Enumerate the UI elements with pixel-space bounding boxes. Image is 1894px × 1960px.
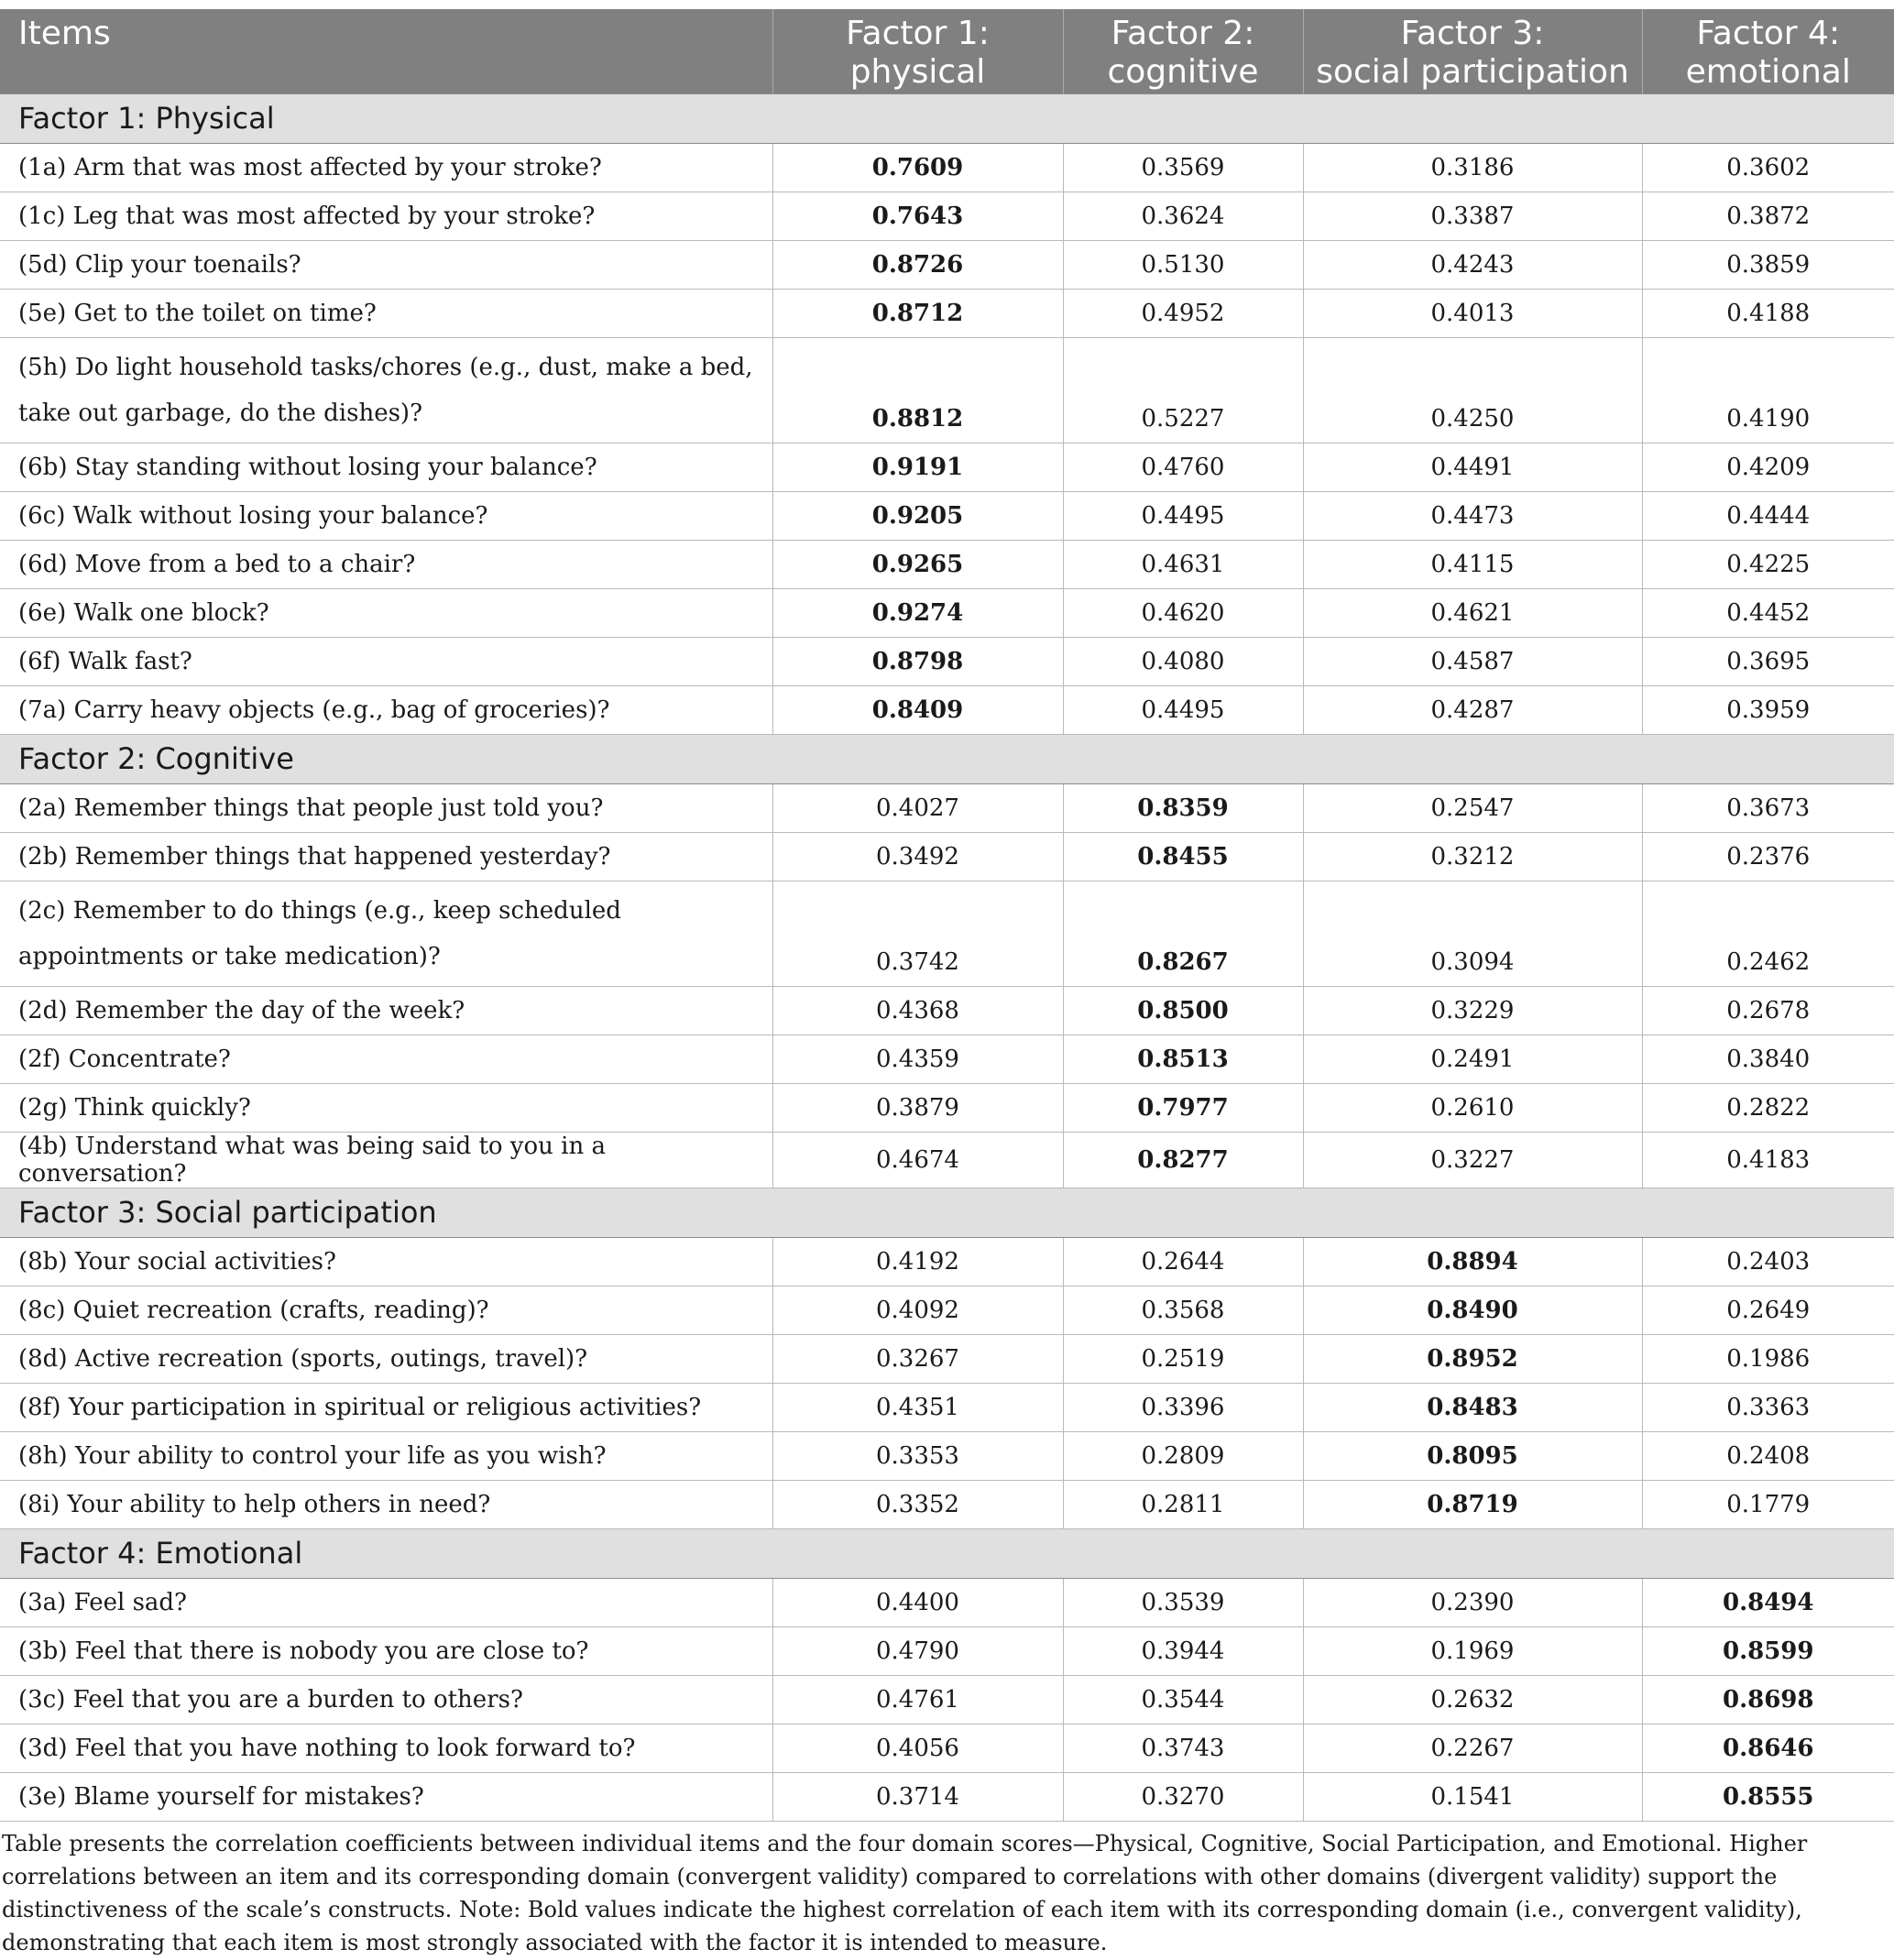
factor-3-value: 0.2547 bbox=[1303, 783, 1642, 832]
factor-1-value: 0.9205 bbox=[772, 491, 1063, 540]
factor-2-value: 0.3944 bbox=[1063, 1626, 1303, 1675]
item-label: (6e) Walk one block? bbox=[0, 588, 772, 637]
factor-1-value: 0.3352 bbox=[772, 1480, 1063, 1528]
factor-2-value: 0.5227 bbox=[1063, 337, 1303, 443]
factor-3-value: 0.2390 bbox=[1303, 1578, 1642, 1626]
factor-1-value: 0.7609 bbox=[772, 143, 1063, 192]
item-label: (3b) Feel that there is nobody you are close to? bbox=[0, 1626, 772, 1675]
table-row bbox=[0, 832, 1894, 881]
table-row bbox=[0, 588, 1894, 637]
factor-1-value: 0.8726 bbox=[772, 240, 1063, 289]
group-title: Factor 2: Cognitive bbox=[0, 734, 1894, 783]
item-label: (6b) Stay standing without losing your balance? bbox=[0, 443, 772, 491]
factor-4-value: 0.2403 bbox=[1642, 1237, 1894, 1286]
factor-1-value: 0.9191 bbox=[772, 443, 1063, 491]
factor-1-value: 0.4359 bbox=[772, 1035, 1063, 1083]
factor-3-value: 0.3212 bbox=[1303, 832, 1642, 881]
factor-2-value: 0.3568 bbox=[1063, 1286, 1303, 1334]
table-row bbox=[0, 1383, 1894, 1431]
table-row bbox=[0, 1724, 1894, 1772]
header-line: social participation bbox=[1316, 53, 1629, 91]
factor-4-value: 0.8599 bbox=[1642, 1626, 1894, 1675]
factor-2-value: 0.4495 bbox=[1063, 491, 1303, 540]
item-label: (8d) Active recreation (sports, outings, travel)? bbox=[0, 1334, 772, 1383]
table-row bbox=[0, 783, 1894, 832]
factor-4-value: 0.8555 bbox=[1642, 1772, 1894, 1821]
group-title: Factor 4: Emotional bbox=[0, 1528, 1894, 1578]
factor-3-value: 0.2491 bbox=[1303, 1035, 1642, 1083]
factor-2-value: 0.3569 bbox=[1063, 143, 1303, 192]
factor-4-value: 0.1986 bbox=[1642, 1334, 1894, 1383]
factor-4-value: 0.3840 bbox=[1642, 1035, 1894, 1083]
factor-3-value: 0.2632 bbox=[1303, 1675, 1642, 1724]
item-label: (2d) Remember the day of the week? bbox=[0, 986, 772, 1035]
factor-2-value: 0.2644 bbox=[1063, 1237, 1303, 1286]
factor-2-value: 0.8277 bbox=[1063, 1132, 1303, 1188]
item-label: (8b) Your social activities? bbox=[0, 1237, 772, 1286]
factor-4-value: 0.3673 bbox=[1642, 783, 1894, 832]
table-row bbox=[0, 1772, 1894, 1821]
table-row bbox=[0, 881, 1894, 986]
table-row bbox=[0, 143, 1894, 192]
factor-2-value: 0.3539 bbox=[1063, 1578, 1303, 1626]
factor-1-value: 0.7643 bbox=[772, 192, 1063, 240]
factor-4-value: 0.4452 bbox=[1642, 588, 1894, 637]
factor-2-value: 0.3624 bbox=[1063, 192, 1303, 240]
table-row bbox=[0, 685, 1894, 734]
factor-2-value: 0.2809 bbox=[1063, 1431, 1303, 1480]
factor-3-value: 0.4243 bbox=[1303, 240, 1642, 289]
table-row bbox=[0, 337, 1894, 443]
item-label: (2g) Think quickly? bbox=[0, 1083, 772, 1132]
factor-4-value: 0.2649 bbox=[1642, 1286, 1894, 1334]
factor-4-value: 0.2408 bbox=[1642, 1431, 1894, 1480]
table-row bbox=[0, 986, 1894, 1035]
factor-2-value: 0.8500 bbox=[1063, 986, 1303, 1035]
header-line: Factor 1: bbox=[846, 15, 990, 52]
factor-4-value: 0.3602 bbox=[1642, 143, 1894, 192]
table-row bbox=[0, 1286, 1894, 1334]
factor-3-value: 0.4250 bbox=[1303, 337, 1642, 443]
group-header-row bbox=[0, 734, 1894, 783]
factor-1-value: 0.8812 bbox=[772, 337, 1063, 443]
factor-3-value: 0.4115 bbox=[1303, 540, 1642, 588]
table-row bbox=[0, 540, 1894, 588]
factor-1-value: 0.9274 bbox=[772, 588, 1063, 637]
factor-2-value: 0.4760 bbox=[1063, 443, 1303, 491]
table-row bbox=[0, 1480, 1894, 1528]
table-row bbox=[0, 1237, 1894, 1286]
factor-3-value: 0.8095 bbox=[1303, 1431, 1642, 1480]
factor-3-value: 0.8894 bbox=[1303, 1237, 1642, 1286]
factor-3-value: 0.8719 bbox=[1303, 1480, 1642, 1528]
factor-3-value: 0.4013 bbox=[1303, 289, 1642, 337]
item-label: (2a) Remember things that people just told you? bbox=[0, 783, 772, 832]
group-title: Factor 3: Social participation bbox=[0, 1188, 1894, 1237]
factor-4-value: 0.2462 bbox=[1642, 881, 1894, 986]
table-body bbox=[0, 93, 1894, 1821]
item-label: (2b) Remember things that happened yesterday? bbox=[0, 832, 772, 881]
factor-3-value: 0.1541 bbox=[1303, 1772, 1642, 1821]
table-header bbox=[0, 9, 1894, 93]
table-footnote: Table presents the correlation coefficients between individual items and the four domain scores—Physical, Cognitive, Social Participation, and Emotional. Higher correlations between an item and its corresponding domain (convergent validity) compared to correlations with other domains (divergent validity) support the distinctiveness of the scale’s constructs. Note: Bold values indicate the highest correlation of each item with its corresponding domain (i.e., convergent validity), demonstrating that each item is most strongly associated with the factor it is intended to measure. bbox=[2, 1830, 1808, 1955]
item-label: (8h) Your ability to control your life as you wish? bbox=[0, 1431, 772, 1480]
factor-3-value: 0.2267 bbox=[1303, 1724, 1642, 1772]
factor-4-value: 0.2376 bbox=[1642, 832, 1894, 881]
factor-1-value: 0.8712 bbox=[772, 289, 1063, 337]
header-factor-3 bbox=[1303, 9, 1642, 93]
header-line: Factor 2: bbox=[1111, 15, 1255, 52]
table-row bbox=[0, 443, 1894, 491]
group-header-row bbox=[0, 1528, 1894, 1578]
factor-2-value: 0.3396 bbox=[1063, 1383, 1303, 1431]
factor-2-value: 0.8513 bbox=[1063, 1035, 1303, 1083]
factor-1-value: 0.4790 bbox=[772, 1626, 1063, 1675]
group-header-row bbox=[0, 93, 1894, 143]
factor-4-value: 0.4444 bbox=[1642, 491, 1894, 540]
factor-3-value: 0.4587 bbox=[1303, 637, 1642, 685]
header-line: emotional bbox=[1685, 53, 1851, 91]
item-label: (6f) Walk fast? bbox=[0, 637, 772, 685]
factor-1-value: 0.4351 bbox=[772, 1383, 1063, 1431]
group-title: Factor 1: Physical bbox=[0, 93, 1894, 143]
item-label: (6c) Walk without losing your balance? bbox=[0, 491, 772, 540]
item-label: (3c) Feel that you are a burden to others? bbox=[0, 1675, 772, 1724]
factor-1-value: 0.3267 bbox=[772, 1334, 1063, 1383]
factor-4-value: 0.8646 bbox=[1642, 1724, 1894, 1772]
factor-4-value: 0.3859 bbox=[1642, 240, 1894, 289]
factor-4-value: 0.3363 bbox=[1642, 1383, 1894, 1431]
factor-4-value: 0.2678 bbox=[1642, 986, 1894, 1035]
factor-3-value: 0.2610 bbox=[1303, 1083, 1642, 1132]
factor-4-value: 0.3872 bbox=[1642, 192, 1894, 240]
factor-2-value: 0.3270 bbox=[1063, 1772, 1303, 1821]
item-label: (2f) Concentrate? bbox=[0, 1035, 772, 1083]
factor-4-value: 0.8698 bbox=[1642, 1675, 1894, 1724]
table-row bbox=[0, 491, 1894, 540]
factor-1-value: 0.4056 bbox=[772, 1724, 1063, 1772]
factor-2-value: 0.4631 bbox=[1063, 540, 1303, 588]
header-factor-4 bbox=[1642, 9, 1894, 93]
factor-1-value: 0.8409 bbox=[772, 685, 1063, 734]
table-row bbox=[0, 289, 1894, 337]
factor-1-value: 0.3742 bbox=[772, 881, 1063, 986]
factor-1-value: 0.3714 bbox=[772, 1772, 1063, 1821]
item-label: (5h) Do light household tasks/chores (e.g., dust, make a bed, take out garbage, do the dishes)? bbox=[0, 337, 772, 443]
table-row bbox=[0, 240, 1894, 289]
factor-1-value: 0.9265 bbox=[772, 540, 1063, 588]
header-items bbox=[0, 9, 772, 93]
factor-2-value: 0.8359 bbox=[1063, 783, 1303, 832]
header-factor-1 bbox=[772, 9, 1063, 93]
factor-1-value: 0.3879 bbox=[772, 1083, 1063, 1132]
item-label: (8f) Your participation in spiritual or religious activities? bbox=[0, 1383, 772, 1431]
factor-2-value: 0.4495 bbox=[1063, 685, 1303, 734]
factor-3-value: 0.3229 bbox=[1303, 986, 1642, 1035]
factor-1-value: 0.3353 bbox=[772, 1431, 1063, 1480]
factor-1-value: 0.4192 bbox=[772, 1237, 1063, 1286]
factor-1-value: 0.4761 bbox=[772, 1675, 1063, 1724]
header-factor-2 bbox=[1063, 9, 1303, 93]
item-label: (8c) Quiet recreation (crafts, reading)? bbox=[0, 1286, 772, 1334]
item-label: (3a) Feel sad? bbox=[0, 1578, 772, 1626]
factor-3-value: 0.8483 bbox=[1303, 1383, 1642, 1431]
item-label: (7a) Carry heavy objects (e.g., bag of groceries)? bbox=[0, 685, 772, 734]
factor-3-value: 0.8952 bbox=[1303, 1334, 1642, 1383]
factor-2-value: 0.3743 bbox=[1063, 1724, 1303, 1772]
factor-1-value: 0.4368 bbox=[772, 986, 1063, 1035]
item-label: (6d) Move from a bed to a chair? bbox=[0, 540, 772, 588]
header-line: Items bbox=[18, 15, 111, 52]
factor-4-value: 0.3695 bbox=[1642, 637, 1894, 685]
factor-3-value: 0.3387 bbox=[1303, 192, 1642, 240]
factor-1-value: 0.4092 bbox=[772, 1286, 1063, 1334]
item-label: (8i) Your ability to help others in need? bbox=[0, 1480, 772, 1528]
factor-3-value: 0.4473 bbox=[1303, 491, 1642, 540]
item-label: (1c) Leg that was most affected by your stroke? bbox=[0, 192, 772, 240]
header-line: Factor 3: bbox=[1400, 15, 1545, 52]
factor-3-value: 0.3186 bbox=[1303, 143, 1642, 192]
header-line: Factor 4: bbox=[1696, 15, 1841, 52]
item-label: (1a) Arm that was most affected by your stroke? bbox=[0, 143, 772, 192]
factor-2-value: 0.5130 bbox=[1063, 240, 1303, 289]
table-row bbox=[0, 1578, 1894, 1626]
factor-2-value: 0.3544 bbox=[1063, 1675, 1303, 1724]
factor-2-value: 0.4952 bbox=[1063, 289, 1303, 337]
table-row bbox=[0, 1334, 1894, 1383]
factor-4-value: 0.2822 bbox=[1642, 1083, 1894, 1132]
factor-3-value: 0.8490 bbox=[1303, 1286, 1642, 1334]
correlation-table bbox=[0, 9, 1894, 1822]
header-line: physical bbox=[849, 53, 986, 91]
factor-2-value: 0.8455 bbox=[1063, 832, 1303, 881]
table-row bbox=[0, 1083, 1894, 1132]
factor-3-value: 0.1969 bbox=[1303, 1626, 1642, 1675]
factor-1-value: 0.8798 bbox=[772, 637, 1063, 685]
factor-3-value: 0.4491 bbox=[1303, 443, 1642, 491]
table-row bbox=[0, 1132, 1894, 1188]
group-header-row bbox=[0, 1188, 1894, 1237]
header-row bbox=[0, 9, 1894, 93]
factor-3-value: 0.4621 bbox=[1303, 588, 1642, 637]
factor-2-value: 0.7977 bbox=[1063, 1083, 1303, 1132]
table-row bbox=[0, 1675, 1894, 1724]
table-row bbox=[0, 192, 1894, 240]
factor-4-value: 0.4209 bbox=[1642, 443, 1894, 491]
factor-3-value: 0.3227 bbox=[1303, 1132, 1642, 1188]
factor-2-value: 0.4620 bbox=[1063, 588, 1303, 637]
factor-2-value: 0.8267 bbox=[1063, 881, 1303, 986]
factor-1-value: 0.4400 bbox=[772, 1578, 1063, 1626]
factor-3-value: 0.4287 bbox=[1303, 685, 1642, 734]
item-label: (2c) Remember to do things (e.g., keep scheduled appointments or take medication)? bbox=[0, 881, 772, 986]
factor-1-value: 0.4674 bbox=[772, 1132, 1063, 1188]
table-row bbox=[0, 1626, 1894, 1675]
factor-3-value: 0.3094 bbox=[1303, 881, 1642, 986]
factor-1-value: 0.3492 bbox=[772, 832, 1063, 881]
factor-4-value: 0.8494 bbox=[1642, 1578, 1894, 1626]
table-row bbox=[0, 1035, 1894, 1083]
item-label: (5e) Get to the toilet on time? bbox=[0, 289, 772, 337]
table-row bbox=[0, 1431, 1894, 1480]
item-label: (3d) Feel that you have nothing to look forward to? bbox=[0, 1724, 772, 1772]
item-label: (5d) Clip your toenails? bbox=[0, 240, 772, 289]
factor-4-value: 0.4188 bbox=[1642, 289, 1894, 337]
factor-4-value: 0.3959 bbox=[1642, 685, 1894, 734]
correlation-table-container bbox=[0, 9, 1894, 1959]
factor-4-value: 0.1779 bbox=[1642, 1480, 1894, 1528]
item-label: (3e) Blame yourself for mistakes? bbox=[0, 1772, 772, 1821]
factor-4-value: 0.4183 bbox=[1642, 1132, 1894, 1188]
factor-4-value: 0.4190 bbox=[1642, 337, 1894, 443]
factor-4-value: 0.4225 bbox=[1642, 540, 1894, 588]
item-label: (4b) Understand what was being said to you in a conversation? bbox=[0, 1132, 772, 1188]
factor-2-value: 0.2811 bbox=[1063, 1480, 1303, 1528]
factor-1-value: 0.4027 bbox=[772, 783, 1063, 832]
factor-2-value: 0.2519 bbox=[1063, 1334, 1303, 1383]
factor-2-value: 0.4080 bbox=[1063, 637, 1303, 685]
header-line: cognitive bbox=[1107, 53, 1259, 91]
table-row bbox=[0, 637, 1894, 685]
